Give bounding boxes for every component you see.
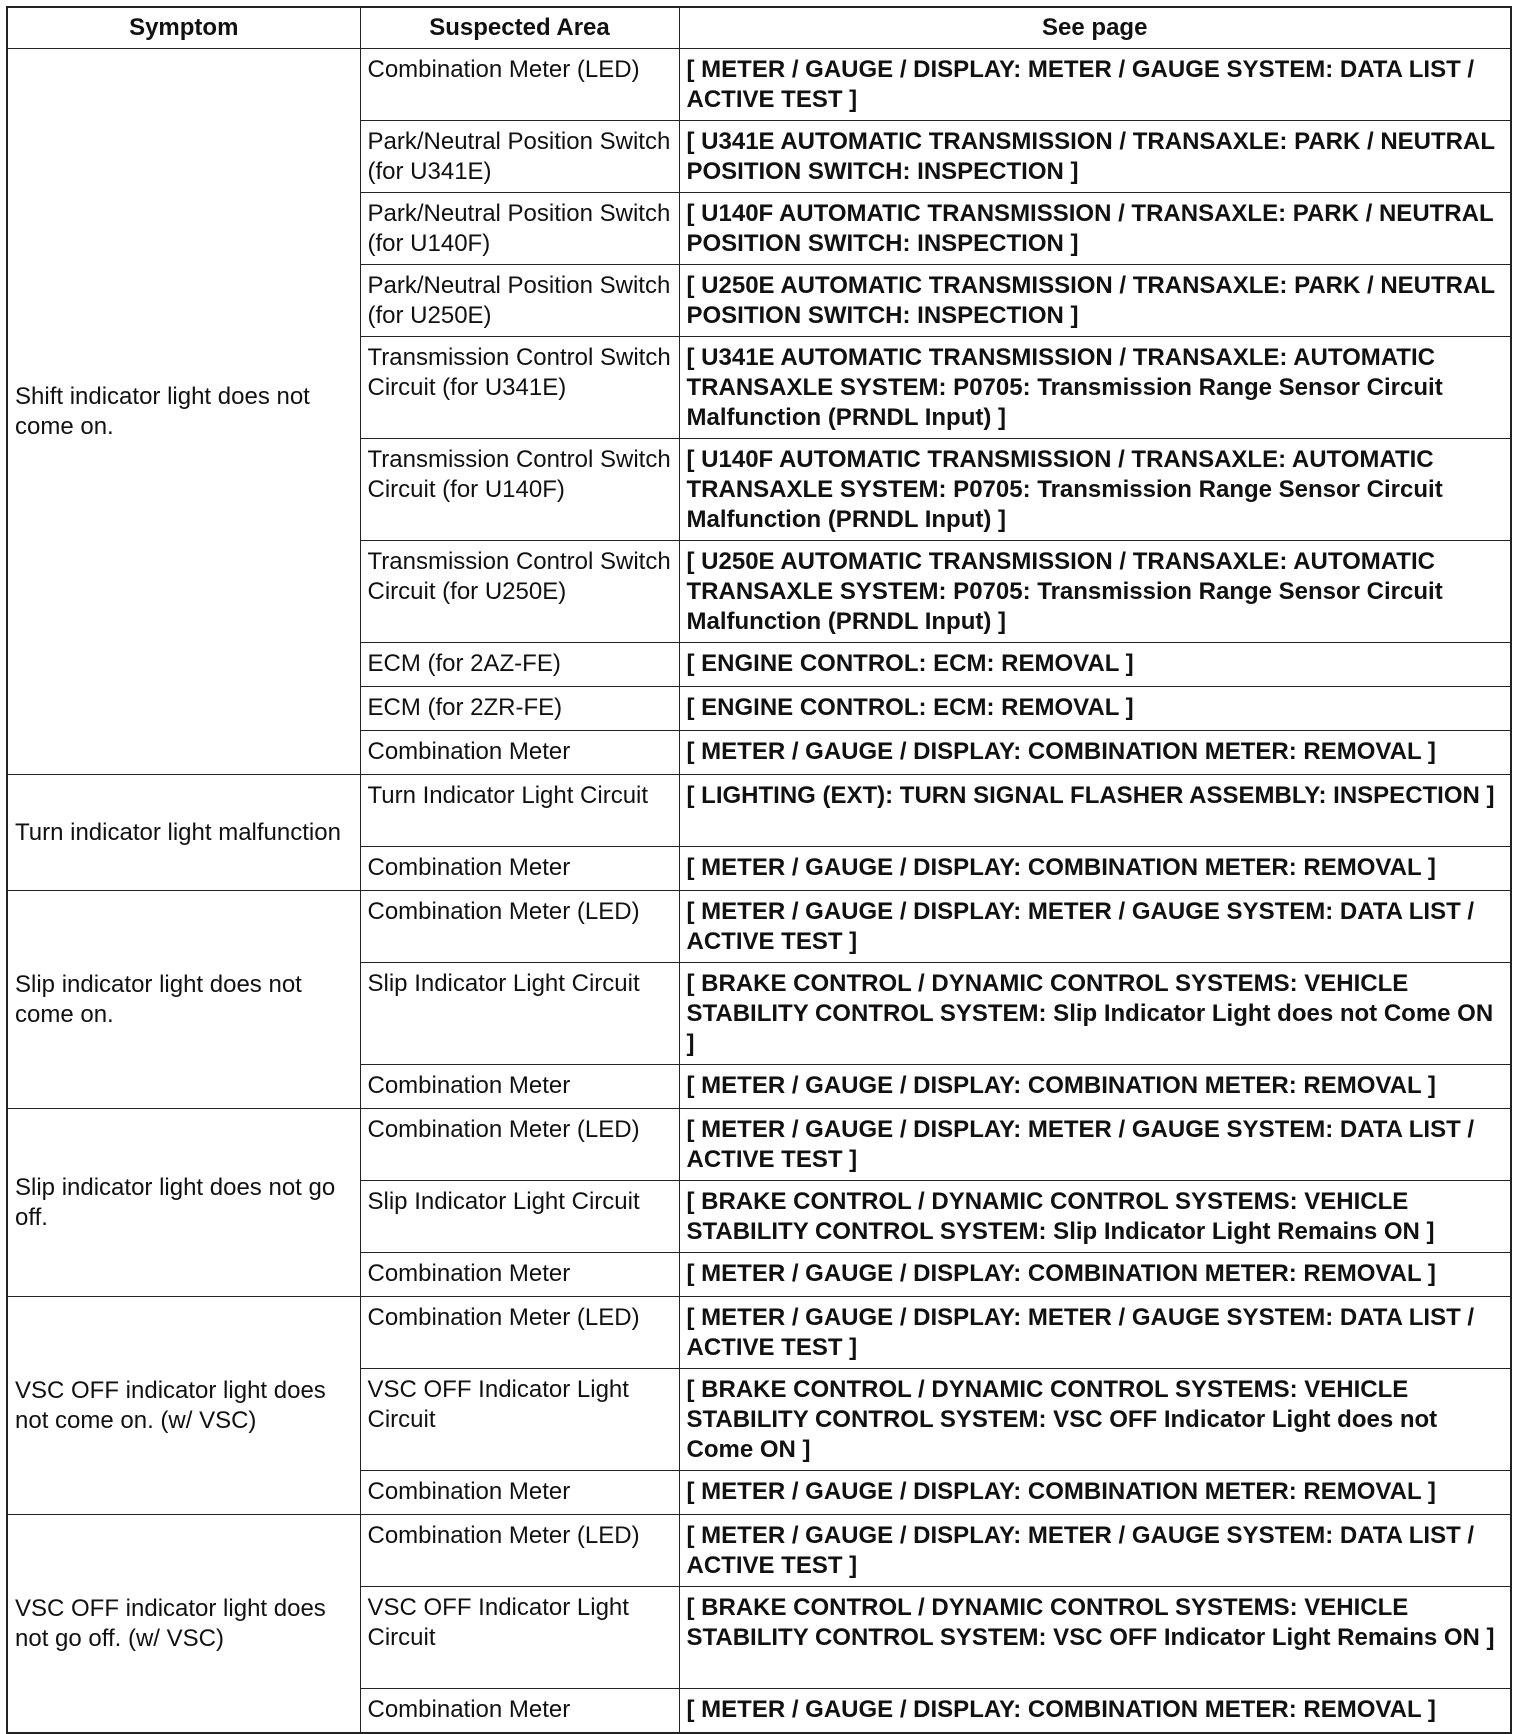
table-row bbox=[7, 1515, 1511, 1587]
see-page-link[interactable]: [ METER / GAUGE / DISPLAY: COMBINATION METER: REMOVAL ] bbox=[679, 847, 1511, 891]
see-page-link[interactable]: [ ENGINE CONTROL: ECM: REMOVAL ] bbox=[679, 687, 1511, 731]
suspected-area-cell: Park/Neutral Position Switch (for U250E) bbox=[360, 265, 679, 337]
table-row bbox=[7, 891, 1511, 963]
symptom-cell: Slip indicator light does not come on. bbox=[7, 891, 360, 1109]
symptom-cell: Shift indicator light does not come on. bbox=[7, 49, 360, 775]
suspected-area-cell: VSC OFF Indicator Light Circuit bbox=[360, 1587, 679, 1689]
suspected-area-cell: Combination Meter (LED) bbox=[360, 1297, 679, 1369]
table-row bbox=[7, 49, 1511, 121]
suspected-area-cell: Park/Neutral Position Switch (for U341E) bbox=[360, 121, 679, 193]
header-symptom: Symptom bbox=[7, 7, 360, 49]
see-page-link[interactable]: [ U341E AUTOMATIC TRANSMISSION / TRANSAXLE: AUTOMATIC TRANSAXLE SYSTEM: P0705: Transmission Range Sensor Circuit Malfunction (PRNDL Input) ] bbox=[679, 337, 1511, 439]
symptom-cell: VSC OFF indicator light does not go off. (w/ VSC) bbox=[7, 1515, 360, 1734]
suspected-area-cell: Combination Meter bbox=[360, 731, 679, 775]
see-page-link[interactable]: [ METER / GAUGE / DISPLAY: COMBINATION METER: REMOVAL ] bbox=[679, 1689, 1511, 1734]
suspected-area-cell: Combination Meter (LED) bbox=[360, 891, 679, 963]
suspected-area-cell: Transmission Control Switch Circuit (for U140F) bbox=[360, 439, 679, 541]
see-page-link[interactable]: [ METER / GAUGE / DISPLAY: COMBINATION METER: REMOVAL ] bbox=[679, 1253, 1511, 1297]
suspected-area-cell: ECM (for 2ZR-FE) bbox=[360, 687, 679, 731]
symptom-table bbox=[6, 6, 1512, 1734]
see-page-link[interactable]: [ U250E AUTOMATIC TRANSMISSION / TRANSAXLE: PARK / NEUTRAL POSITION SWITCH: INSPECTION ] bbox=[679, 265, 1511, 337]
see-page-link[interactable]: [ BRAKE CONTROL / DYNAMIC CONTROL SYSTEMS: VEHICLE STABILITY CONTROL SYSTEM: VSC OFF Indicator Light does not Come ON ] bbox=[679, 1369, 1511, 1471]
suspected-area-cell: Combination Meter (LED) bbox=[360, 49, 679, 121]
table-row bbox=[7, 1297, 1511, 1369]
see-page-link[interactable]: [ U341E AUTOMATIC TRANSMISSION / TRANSAXLE: PARK / NEUTRAL POSITION SWITCH: INSPECTION ] bbox=[679, 121, 1511, 193]
see-page-link[interactable]: [ U250E AUTOMATIC TRANSMISSION / TRANSAXLE: AUTOMATIC TRANSAXLE SYSTEM: P0705: Transmission Range Sensor Circuit Malfunction (PRNDL Input) ] bbox=[679, 541, 1511, 643]
suspected-area-cell: Combination Meter bbox=[360, 1065, 679, 1109]
see-page-link[interactable]: [ METER / GAUGE / DISPLAY: COMBINATION METER: REMOVAL ] bbox=[679, 1471, 1511, 1515]
see-page-link[interactable]: [ METER / GAUGE / DISPLAY: COMBINATION METER: REMOVAL ] bbox=[679, 1065, 1511, 1109]
see-page-link[interactable]: [ METER / GAUGE / DISPLAY: COMBINATION METER: REMOVAL ] bbox=[679, 731, 1511, 775]
suspected-area-cell: VSC OFF Indicator Light Circuit bbox=[360, 1369, 679, 1471]
suspected-area-cell: Transmission Control Switch Circuit (for U250E) bbox=[360, 541, 679, 643]
suspected-area-cell: Combination Meter (LED) bbox=[360, 1515, 679, 1587]
suspected-area-cell: Combination Meter (LED) bbox=[360, 1109, 679, 1181]
suspected-area-cell: Combination Meter bbox=[360, 1471, 679, 1515]
suspected-area-cell: Combination Meter bbox=[360, 1689, 679, 1734]
see-page-link[interactable]: [ U140F AUTOMATIC TRANSMISSION / TRANSAXLE: AUTOMATIC TRANSAXLE SYSTEM: P0705: Transmission Range Sensor Circuit Malfunction (PRNDL Input) ] bbox=[679, 439, 1511, 541]
suspected-area-cell: ECM (for 2AZ-FE) bbox=[360, 643, 679, 687]
see-page-link[interactable]: [ LIGHTING (EXT): TURN SIGNAL FLASHER ASSEMBLY: INSPECTION ] bbox=[679, 775, 1511, 847]
see-page-link[interactable]: [ METER / GAUGE / DISPLAY: METER / GAUGE SYSTEM: DATA LIST / ACTIVE TEST ] bbox=[679, 1297, 1511, 1369]
symptom-cell: VSC OFF indicator light does not come on. (w/ VSC) bbox=[7, 1297, 360, 1515]
suspected-area-cell: Slip Indicator Light Circuit bbox=[360, 963, 679, 1065]
see-page-link[interactable]: [ METER / GAUGE / DISPLAY: METER / GAUGE SYSTEM: DATA LIST / ACTIVE TEST ] bbox=[679, 49, 1511, 121]
see-page-link[interactable]: [ U140F AUTOMATIC TRANSMISSION / TRANSAXLE: PARK / NEUTRAL POSITION SWITCH: INSPECTION ] bbox=[679, 193, 1511, 265]
symptom-cell: Slip indicator light does not go off. bbox=[7, 1109, 360, 1297]
header-row bbox=[7, 7, 1511, 49]
table-row bbox=[7, 1109, 1511, 1181]
suspected-area-cell: Slip Indicator Light Circuit bbox=[360, 1181, 679, 1253]
see-page-link[interactable]: [ METER / GAUGE / DISPLAY: METER / GAUGE SYSTEM: DATA LIST / ACTIVE TEST ] bbox=[679, 891, 1511, 963]
suspected-area-cell: Transmission Control Switch Circuit (for U341E) bbox=[360, 337, 679, 439]
symptom-cell: Turn indicator light malfunction bbox=[7, 775, 360, 891]
see-page-link[interactable]: [ METER / GAUGE / DISPLAY: METER / GAUGE SYSTEM: DATA LIST / ACTIVE TEST ] bbox=[679, 1109, 1511, 1181]
suspected-area-cell: Park/Neutral Position Switch (for U140F) bbox=[360, 193, 679, 265]
see-page-link[interactable]: [ ENGINE CONTROL: ECM: REMOVAL ] bbox=[679, 643, 1511, 687]
see-page-link[interactable]: [ BRAKE CONTROL / DYNAMIC CONTROL SYSTEMS: VEHICLE STABILITY CONTROL SYSTEM: Slip Indicator Light does not Come ON ] bbox=[679, 963, 1511, 1065]
header-see-page: See page bbox=[679, 7, 1511, 49]
suspected-area-cell: Turn Indicator Light Circuit bbox=[360, 775, 679, 847]
header-suspected-area: Suspected Area bbox=[360, 7, 679, 49]
see-page-link[interactable]: [ BRAKE CONTROL / DYNAMIC CONTROL SYSTEMS: VEHICLE STABILITY CONTROL SYSTEM: VSC OFF Indicator Light Remains ON ] bbox=[679, 1587, 1511, 1689]
see-page-link[interactable]: [ BRAKE CONTROL / DYNAMIC CONTROL SYSTEMS: VEHICLE STABILITY CONTROL SYSTEM: Slip Indicator Light Remains ON ] bbox=[679, 1181, 1511, 1253]
suspected-area-cell: Combination Meter bbox=[360, 847, 679, 891]
see-page-link[interactable]: [ METER / GAUGE / DISPLAY: METER / GAUGE SYSTEM: DATA LIST / ACTIVE TEST ] bbox=[679, 1515, 1511, 1587]
table-row bbox=[7, 775, 1511, 847]
suspected-area-cell: Combination Meter bbox=[360, 1253, 679, 1297]
